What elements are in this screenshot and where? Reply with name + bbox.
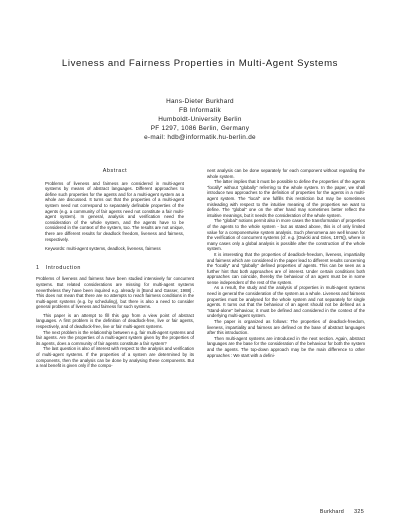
paragraph: As a result, the study and the analysis of properties in multi-agent systems need in general the consideration of the system as a whole. Liveness and fairness properties must be analysed for the whole system and not separately for single agents. It turns out that the behaviour of an agent should not be defined as a "stand-alone" behaviour, it must be defined and considered in the context of the underlying multi-agent system. [207, 285, 365, 319]
section-number: 1 [36, 264, 40, 271]
paragraph: This paper is an attempt to fill this gap from a view point of abstract languages. A first problem is the definition of deadlock-free, live or fair agents, respectively, and of deadlock-free, live or fair multi-agent systems. [36, 312, 194, 330]
paragraph: Problems of liveness and fairness have been studied intensively for concurrent systems. But related considerations are missing for multi-agent systems nevertheless they have been inquired e.g. already in [Bond and Gasser, 1988] . This does not mean that there are no attempts to reach fairness conditions in the multi-agent systems (e.g. by scheduling), but there is also a need to consider general problems of liveness and fairness for such systems. [36, 276, 194, 310]
author-address: PF 1297, 1086 Berlin, Germany [150, 124, 250, 132]
author-university: Humboldt-University Berlin [158, 115, 242, 123]
footer-author: Burkhard [319, 509, 345, 515]
right-column [207, 168, 365, 358]
paragraph: nent analysis can be done separately for each component without regarding the whole system. [207, 168, 365, 179]
page-footer [310, 509, 364, 515]
author-department: FB Informatik [179, 106, 221, 114]
paper-title: Liveness and Fairness Properties in Multi-Agent Systems [61, 58, 339, 69]
paragraph: The last question is also of interest with respect to the analysis and verification of multi-agent systems. If the properties of a system are determined by its components, then the analysis can be done by analysing these components. But a real benefit is given only if the compo- [36, 346, 194, 369]
paragraph: The latter implies that it must be possible to define the properties of the agents "locally" without "globally" referring to the whole system. In the paper, we shall introduce two approaches to the definition of properties for the agents in a multi-agent system. The "local" one fulfills this restriction but may be sometimes misleading with respect to the intuitive meaning of the properties we want to define. The "global" one on the other hand may sometimes better reflect the intuitive meanings, but it needs the consideration of the whole system. [207, 179, 365, 218]
paragraph: The "global" notions permit also in more cases the transformation of properties of the agents to the whole system - but as stated above, this is of only limited value for a componentwise system analysis. Such phenomena are well known for the verification of concurrent systems (cf. e.g. [Owicki and Gries, 1976]), where in many cases only a global analysis is possible after the construction of the whole system. [207, 218, 365, 252]
paragraph: The paper is organized as follows: The properties of deadlock-freedom, liveness, impartiality and fairness are defined on the base of abstract languages after this introduction. [207, 319, 365, 336]
paragraph: It is interesting that the properties of deadlock-freedom, liveness, impartiality and fairness which are considered in the paper lead to different results concerning the "locally" and "globally" defined properties of agents. This can be seen as a further hint that both approaches are of interest. Under certain conditions both approaches can coincide, thereby the behaviour of an agent must be in some sense independent of the rest of the system. [207, 251, 365, 285]
paragraph: Then multi-agent systems are introduced in the next section. Again, abstract languages are the base for the consideration of the behaviour for both the system and the agents. The top-down approach may be the main difference to other approaches : We start with a defini- [207, 335, 365, 358]
abstract-heading: Abstract [102, 168, 128, 174]
keywords: Keywords: multi-agent systems, deadlock, liveness, fairness [45, 246, 161, 252]
author-block [0, 98, 400, 143]
paragraph: The next problem is the relationship between e.g. fair multi-agent systems and fair agents. Are the properties of a multi-agent system given by the properties of its agents, does a community of fair agents constitute a fair system? [36, 329, 194, 346]
abstract-block [36, 181, 194, 252]
left-column [36, 168, 194, 369]
author-name: Hans-Dieter Burkhard [166, 98, 234, 105]
section-heading [36, 266, 194, 272]
section-title: Introduction [45, 264, 81, 271]
page-number: 325 [354, 509, 364, 515]
author-email: e-mail: hdb@informatik.hu-berlin.de [144, 133, 256, 141]
abstract-text: Problems of liveness and fairness are considered in multi-agent systems by means of abstract languages. Different approaches to define such properties for the agents and for a multi-agent system as a whole are discussed. It turns out that the properties of a multi-agent system need not correspond to separately definable properties of the agents (e.g. a community of fair agents need not constitute a fair multi-agent system). In general, analysis and verification need the consideration of the whole system, and the agents have to be considered in the context of the system, too. The results are not unique, there are different results for deadlock freedom, liveness and fairness, respectively. [45, 180, 184, 242]
